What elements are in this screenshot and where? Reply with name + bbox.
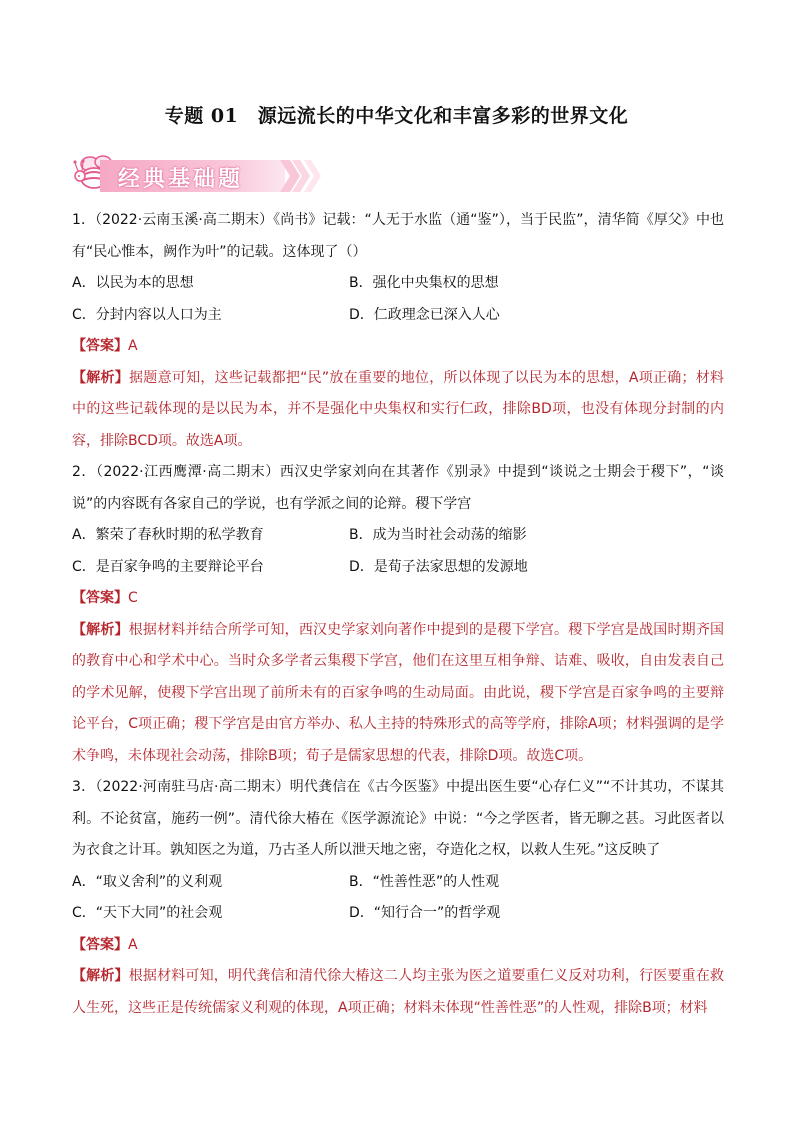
options-row: [72, 867, 724, 899]
answer-value: A: [128, 338, 138, 354]
answer-value: C: [128, 590, 138, 606]
options-row: [72, 520, 724, 552]
option-c: C．是百家争鸣的主要辩论平台: [72, 558, 264, 575]
options-row: [72, 552, 724, 584]
analysis-tag: 【解析】: [72, 968, 129, 984]
section-banner-label: 经典基础题: [118, 167, 244, 192]
answer-line: [72, 331, 724, 363]
analysis-body: 据题意可知，这些记载都把“民”放在重要的地位，所以体现了以民为本的思想，A项正确；材料中的这些记载体现的是以民为本，并不是强化中央集权和实行仁政，排除BD项，也没有体现分封制的内容，排除BCD项。故选A项。: [72, 369, 724, 449]
question-list: [72, 205, 724, 1024]
question-3: [72, 772, 724, 1024]
question-stem: 2．（2022·江西鹰潭·高二期末）西汉史学家刘向在其著作《别录》中提到“谈说之士期会于稷下”，“谈说”的内容既有各家自己的学说，也有学派之间的论辩。稷下学宫: [72, 464, 724, 512]
analysis-text: [72, 961, 724, 1024]
question-stem: 1．（2022·云南玉溪·高二期末）《尚书》记载：“人无于水监（通“鉴”），当于民监”，清华简《厚父》中也有“民心惟本，阙作为叶”的记载。这体现了（）: [72, 212, 724, 260]
analysis-text: [72, 615, 724, 773]
answer-line: [72, 930, 724, 962]
answer-tag: 【答案】: [72, 936, 128, 953]
option-b: B．成为当时社会动荡的缩影: [349, 527, 527, 543]
option-a: A．以民为本的思想: [72, 275, 194, 291]
options-row: [72, 268, 724, 300]
option-b: B．强化中央集权的思想: [349, 275, 499, 291]
options-row: [72, 300, 724, 332]
option-c: C．“天下大同”的社会观: [72, 905, 223, 921]
options-row: [72, 898, 724, 930]
question-stem: 3．（2022·河南驻马店·高二期末）明代龚信在《古今医鉴》中提出医生要“心存仁义”“不计其功，不谋其利。不论贫富，施药一例”。清代徐大椿在《医学源流论》中说：“今之学医者，皆无聊之甚。习此医者以为衣食之计耳。孰知医之为道，乃古圣人所以泄天地之密，夺造化之权，以救人生死。”这反映了: [72, 779, 724, 858]
section-banner: [70, 148, 330, 196]
answer-line: [72, 583, 724, 615]
question-2: [72, 457, 724, 772]
option-b: B．“性善性恶”的人性观: [349, 873, 500, 890]
analysis-text: [72, 363, 724, 458]
answer-value: A: [128, 936, 138, 953]
answer-tag: 【答案】: [72, 590, 128, 606]
chevron-arrows-icon: [280, 160, 325, 192]
option-a: A．繁荣了春秋时期的私学教育: [72, 527, 264, 543]
analysis-body: 根据材料可知，明代龚信和清代徐大椿这二人均主张为医之道要重仁义反对功利，行医要重在救人生死，这些正是传统儒家义利观的体现，A项正确；材料未体现“性善性恶”的人性观，排除B项；材料: [72, 968, 725, 1016]
option-d: D．仁政理念已深入人心: [349, 306, 500, 323]
question-1: [72, 205, 724, 457]
page-title: 专题 01 源远流长的中华文化和丰富多彩的世界文化: [164, 105, 629, 127]
answer-tag: 【答案】: [72, 338, 128, 354]
analysis-body: 根据材料并结合所学可知，西汉史学家刘向著作中提到的是稷下学宫。稷下学宫是战国时期齐国的教育中心和学术中心。当时众多学者云集稷下学宫，他们在这里互相争辩、诘难、吸收，自由发表自己的学术见解，使稷下学宫出现了前所未有的百家争鸣的生动局面。由此说，稷下学宫是百家争鸣的主要辩论平台，C项正确；稷下学宫是由官方举办、私人主持的特殊形式的高等学府，排除A项；材料强调的是学术争鸣，未体现社会动荡，排除B项；荀子是儒家思想的代表，排除D项。故选C项。: [72, 621, 725, 764]
option-c: C．分封内容以人口为主: [72, 306, 222, 323]
analysis-tag: 【解析】: [72, 369, 130, 386]
option-a: A．“取义舍利”的义利观: [72, 873, 223, 890]
option-d: D．是荀子法家思想的发源地: [349, 558, 528, 575]
analysis-tag: 【解析】: [72, 621, 129, 638]
option-d: D．“知行合一”的哲学观: [349, 905, 501, 921]
